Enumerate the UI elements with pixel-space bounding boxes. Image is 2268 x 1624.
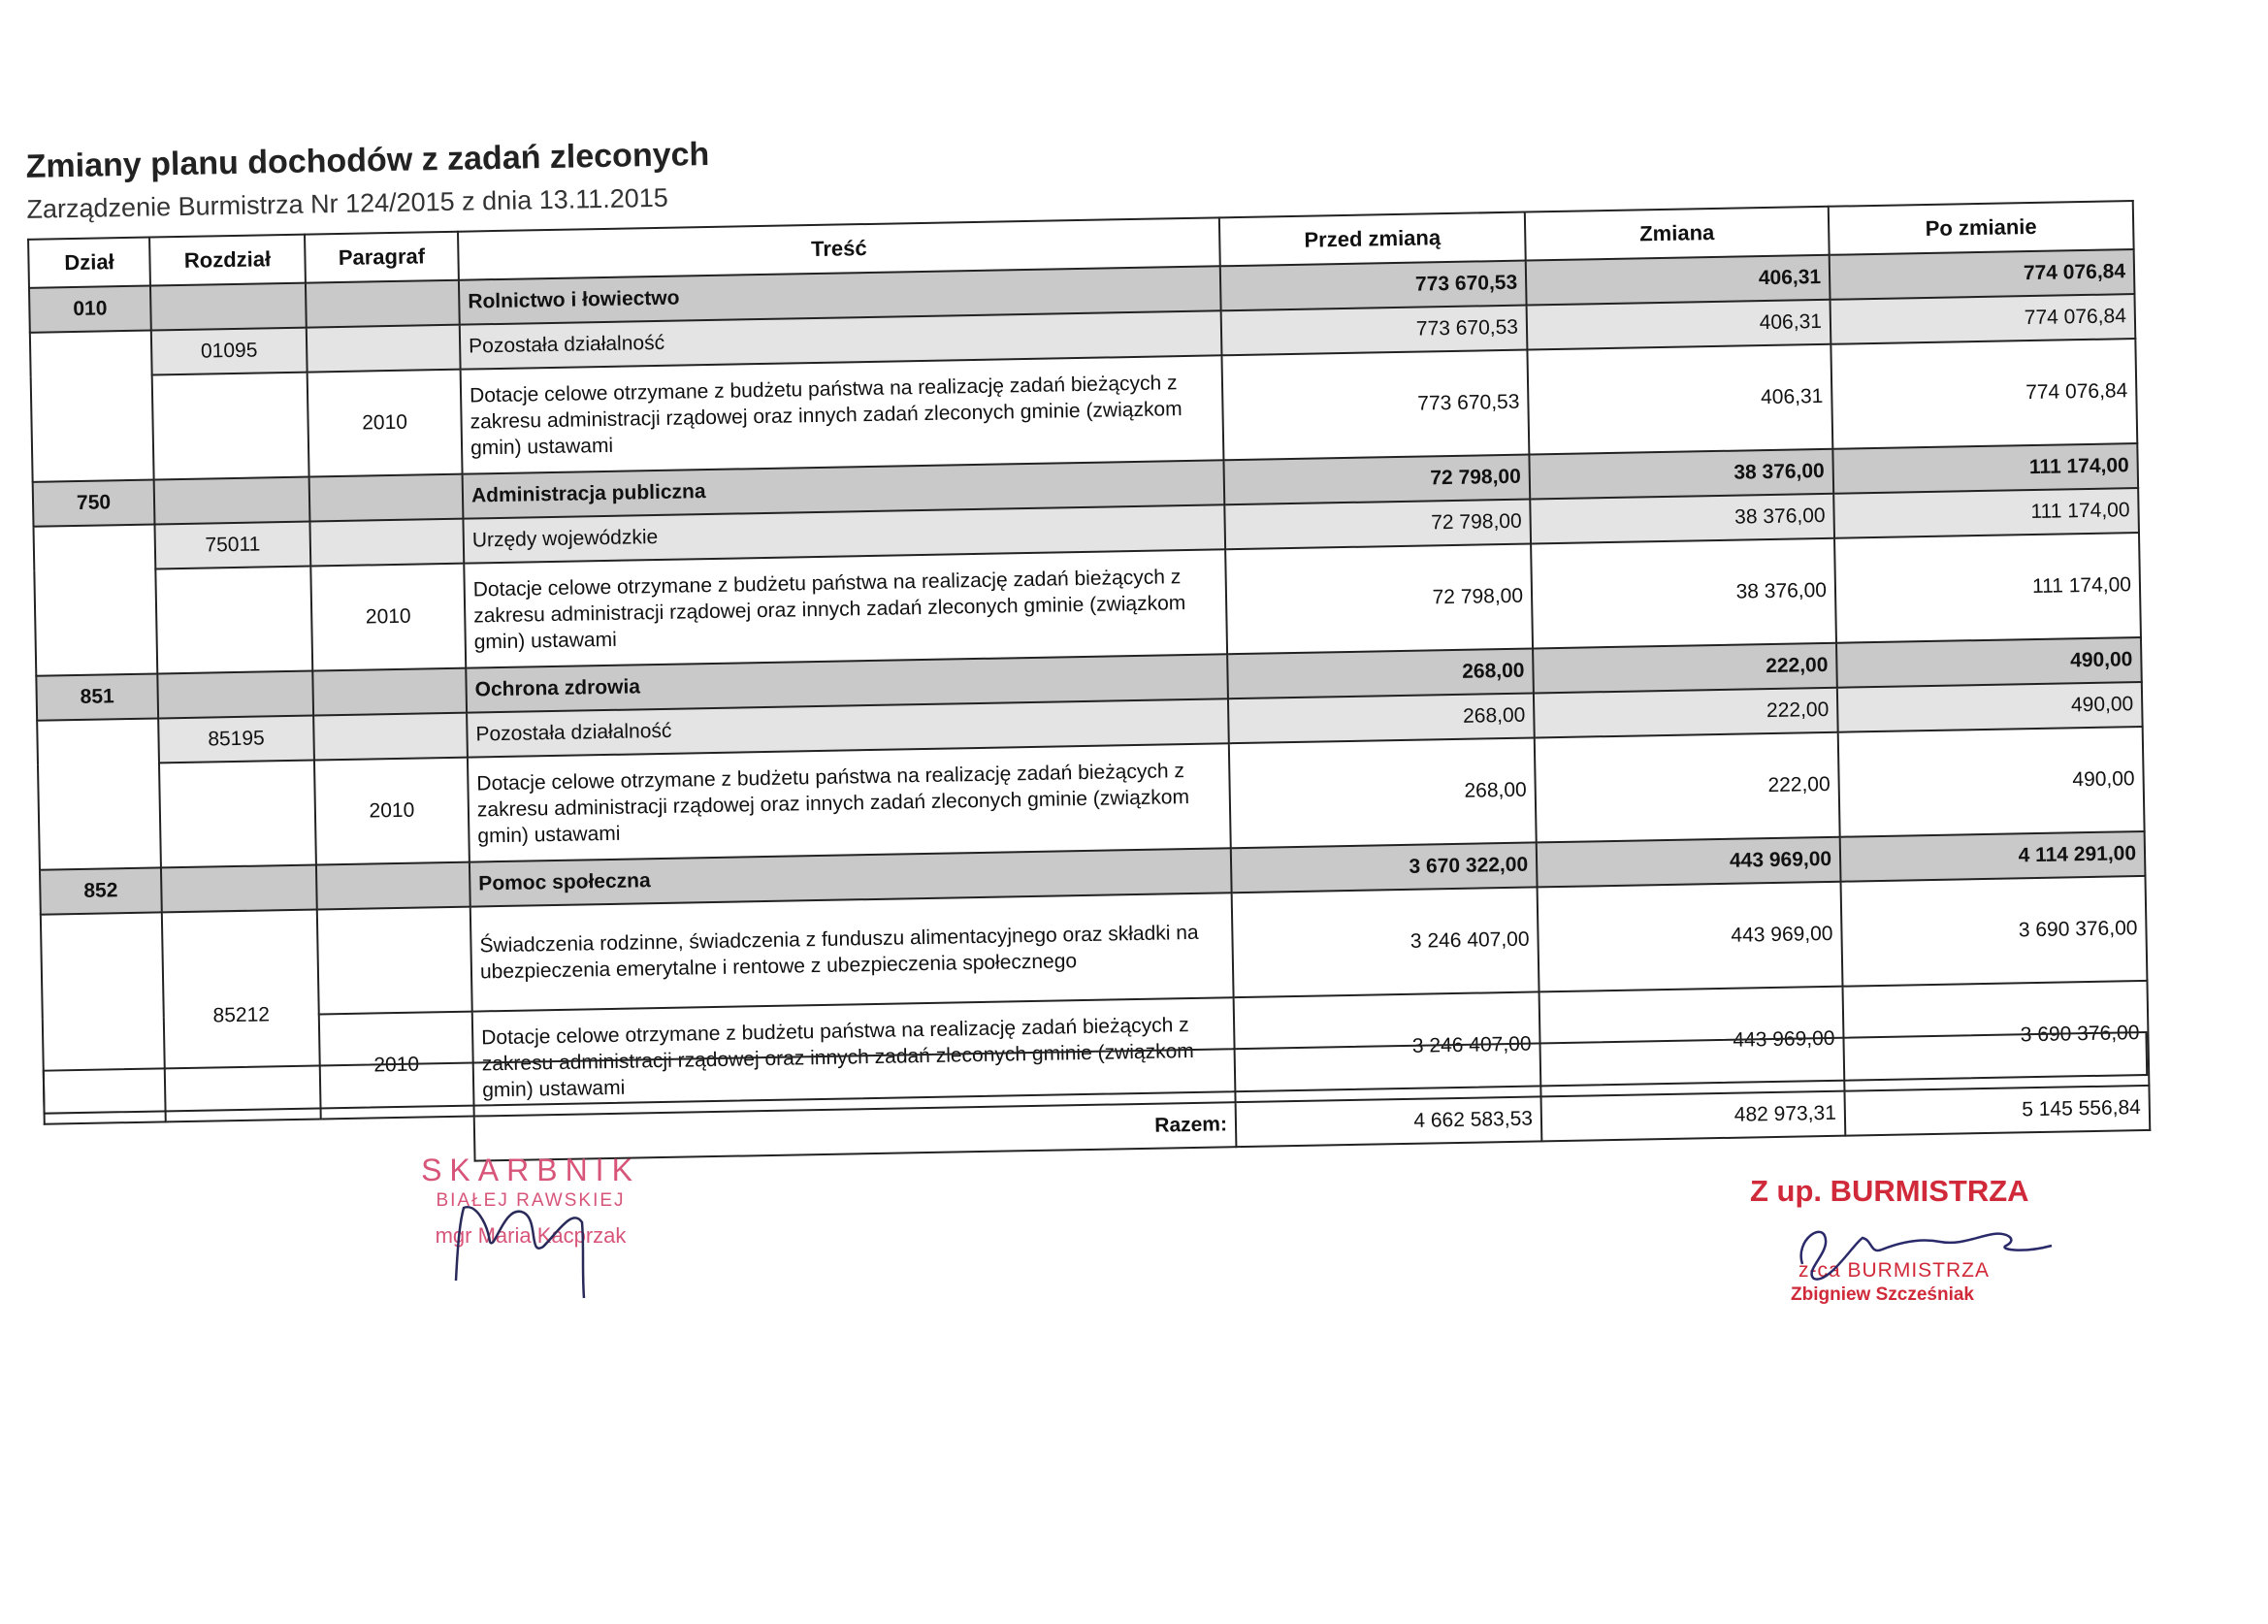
- mayor-stamp-name: Zbigniew Szcześniak: [1791, 1284, 1974, 1305]
- cell-dzial: 852: [40, 867, 162, 914]
- cell-po: 3 690 376,00: [1841, 876, 2148, 987]
- cell-przed: 3 246 407,00: [1232, 887, 1539, 997]
- budget-table: [27, 200, 2151, 1170]
- cell-przed: 72 798,00: [1224, 500, 1531, 550]
- cell-paragraf: 2010: [310, 564, 466, 671]
- header-po-zmianie: Po zmianie: [1829, 201, 2134, 255]
- cell-zmiana: 406,31: [1527, 344, 1832, 455]
- cell-rozdzial-name: Pozostała działalność: [467, 698, 1229, 757]
- cell-przed: 268,00: [1229, 737, 1537, 848]
- cell-po: 490,00: [1837, 682, 2143, 732]
- cell-rozdzial: 85195: [158, 716, 314, 763]
- cell-po: 111 174,00: [1833, 488, 2139, 538]
- document-title: Zmiany planu dochodów z zadań zleconych: [25, 135, 710, 185]
- treasurer-signature: [437, 1164, 631, 1310]
- mayor-stamp-authorization: Z up. BURMISTRZA: [1750, 1174, 2029, 1208]
- mayor-signature: [1785, 1211, 2066, 1288]
- cell-rozdzial-name: Urzędy wojewódzkie: [463, 504, 1225, 563]
- cell-paragraf-text: Dotacje celowe otrzymane z budżetu państwa na realizację zadań bieżących z zakresu administracji rządowej oraz innych zadań zleconych gminie (związkom gmin) ustawami: [472, 997, 1236, 1116]
- cell-zmiana: 406,31: [1526, 255, 1831, 306]
- cell-zmiana: 38 376,00: [1529, 449, 1833, 500]
- cell-zmiana: 406,31: [1527, 300, 1831, 350]
- cell-po: 111 174,00: [1832, 443, 2138, 494]
- cell-empty: [307, 325, 461, 373]
- cell-przed: 3 246 407,00: [1234, 991, 1541, 1102]
- cell-paragraf: 2010: [308, 370, 463, 477]
- cell-przed: 773 670,53: [1221, 350, 1529, 461]
- cell-rozdzial-name: Pozostała działalność: [460, 310, 1222, 369]
- cell-section-name: Pomoc społeczna: [470, 848, 1232, 906]
- cell-przed: 72 798,00: [1223, 455, 1530, 505]
- document-subtitle: Zarządzenie Burmistrza Nr 124/2015 z dnia 13.11.2015: [26, 182, 669, 224]
- cell-paragraf-text: Dotacje celowe otrzymane z budżetu państwa na realizację zadań bieżących z zakresu administracji rządowej oraz innych zadań zleconych gminie (związkom gmin) ustawami: [468, 743, 1231, 861]
- cell-paragraf-text: Dotacje celowe otrzymane z budżetu państwa na realizację zadań bieżących z zakresu administracji rządowej oraz innych zadań zleconych gminie (związkom gmin) ustawami: [461, 355, 1224, 473]
- total-po: 5 145 556,84: [1844, 1086, 2150, 1136]
- cell-section-name: Ochrona zdrowia: [466, 654, 1228, 712]
- total-zmiana: 482 973,31: [1541, 1091, 1846, 1142]
- cell-empty: [309, 474, 464, 522]
- cell-empty: [30, 331, 154, 482]
- cell-empty: [309, 519, 464, 567]
- cell-empty: [316, 862, 470, 910]
- cell-zmiana: 222,00: [1535, 732, 1840, 843]
- header-dzial: Dział: [28, 238, 150, 288]
- cell-przed: 268,00: [1228, 693, 1535, 743]
- cell-zmiana: 222,00: [1534, 688, 1838, 738]
- cell-empty: [306, 280, 460, 328]
- cell-empty: [37, 718, 161, 869]
- cell-empty: [317, 907, 472, 1015]
- cell-empty: [161, 865, 317, 913]
- cell-empty: [312, 668, 467, 716]
- cell-empty: [154, 477, 310, 525]
- cell-po: 490,00: [1838, 727, 2145, 837]
- cell-po: 490,00: [1836, 637, 2142, 688]
- cell-po: 774 076,84: [1831, 339, 2137, 449]
- cell-empty: [155, 567, 312, 674]
- cell-przed: 773 670,53: [1221, 306, 1528, 356]
- cell-po: 774 076,84: [1830, 249, 2135, 300]
- cell-po: 111 174,00: [1834, 533, 2141, 643]
- cell-zmiana: 38 376,00: [1531, 538, 1836, 649]
- header-paragraf: Paragraf: [305, 232, 459, 283]
- cell-empty: [33, 524, 157, 675]
- cell-zmiana: 443 969,00: [1538, 882, 1843, 992]
- cell-empty: [152, 373, 309, 480]
- cell-rozdzial: 01095: [151, 328, 308, 375]
- cell-przed: 773 670,53: [1220, 261, 1527, 311]
- cell-empty: [157, 671, 313, 719]
- cell-przed: 3 670 322,00: [1231, 842, 1538, 893]
- cell-section-name: Rolnictwo i łowiectwo: [459, 266, 1221, 324]
- header-przed-zmiana: Przed zmianą: [1219, 212, 1526, 267]
- cell-paragraf: 2010: [314, 758, 470, 865]
- total-przed: 4 662 583,53: [1236, 1096, 1542, 1147]
- treasurer-stamp-title: SKARBNIK: [421, 1153, 640, 1187]
- cell-paragraf: 2010: [319, 1012, 474, 1120]
- cell-zmiana: 38 376,00: [1530, 494, 1834, 544]
- cell-empty: [150, 283, 307, 331]
- cell-po: 774 076,84: [1831, 294, 2136, 344]
- cell-po: 4 114 291,00: [1840, 831, 2146, 882]
- cell-przed: 72 798,00: [1225, 544, 1533, 655]
- cell-przed: 268,00: [1227, 648, 1534, 698]
- cell-rozdzial: 85212: [162, 909, 321, 1121]
- cell-paragraf-text: Dotacje celowe otrzymane z budżetu państwa na realizację zadań bieżących z zakresu administracji rządowej oraz innych zadań zleconych gminie (związkom gmin) ustawami: [464, 549, 1227, 667]
- cell-rozdzial: 75011: [154, 522, 310, 569]
- mayor-stamp-role: z-ca BURMISTRZA: [1798, 1259, 1991, 1282]
- header-zmiana: Zmiana: [1525, 207, 1830, 261]
- cell-dzial: 750: [33, 480, 155, 527]
- cell-zmiana: 443 969,00: [1537, 837, 1841, 888]
- cell-po: 3 690 376,00: [1842, 981, 2149, 1091]
- cell-dzial: 851: [36, 673, 158, 720]
- cell-section-name: Administracja publiczna: [463, 460, 1225, 518]
- cell-dzial: 010: [29, 286, 151, 333]
- cell-zmiana: 443 969,00: [1539, 987, 1845, 1097]
- cell-zmiana: 222,00: [1533, 643, 1837, 694]
- treasurer-stamp-name: mgr Maria Kacprzak: [435, 1223, 627, 1248]
- cell-rozdzial-name: Świadczenia rodzinne, świadczenia z funduszu alimentacyjnego oraz składki na ubezpieczenia emerytalne i rentowe z ubezpieczenia społecznego: [470, 893, 1234, 1011]
- cell-empty: [159, 761, 316, 868]
- header-tresc: Treść: [458, 217, 1220, 279]
- treasurer-stamp-place: BIAŁEJ RAWSKIEJ: [436, 1190, 626, 1211]
- header-rozdzial: Rozdział: [149, 235, 306, 286]
- total-label: Razem:: [474, 1102, 1237, 1160]
- cell-empty: [313, 713, 468, 761]
